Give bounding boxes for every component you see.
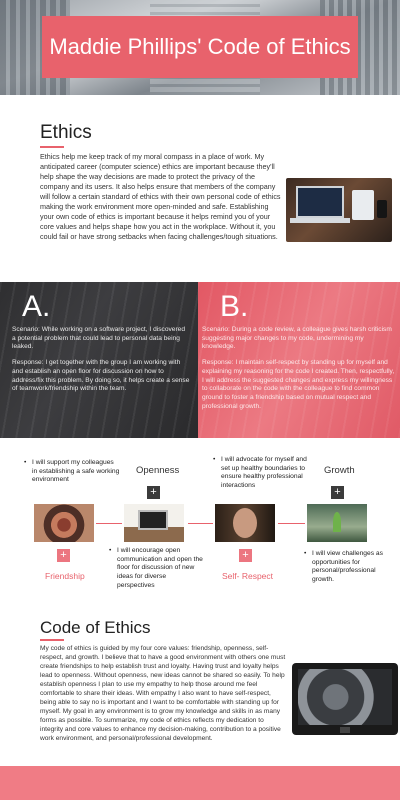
plus-icon[interactable]: + (239, 549, 252, 562)
heading-underline (40, 146, 64, 148)
scenario-a-text (12, 326, 190, 394)
ethics-heading: Ethics (40, 122, 92, 143)
laptop-icon (296, 186, 344, 218)
header-banner (0, 0, 400, 95)
openness-bullet: • I will encourage open communication and open the floor for discussion of new ideas for diverse perspectives (117, 547, 205, 591)
friendship-photo (34, 504, 94, 542)
heading-underline (40, 639, 64, 641)
scenario-b-text (202, 326, 396, 411)
growth-bullet: • I will view challenges as opportunities for personal/professional growth. (312, 550, 392, 585)
self-respect-photo (215, 504, 275, 542)
connector-line (96, 523, 122, 524)
footer-bar (0, 766, 400, 800)
openness-photo (124, 504, 184, 542)
scenario-a-response: Response: I get together with the group I am working with and establish an open floor for discussion on how to address/fix this problem. By doing so, it helps create a sense of teamwork/friendship within the team. (12, 359, 190, 393)
friendship-bullet: • I will support my colleagues in establishing a safe working environment (32, 459, 120, 485)
scenario-b-letter: B. (220, 290, 249, 323)
laptop-icon (138, 510, 168, 530)
growth-photo (307, 504, 367, 542)
code-paragraph: My code of ethics is guided by my four core values: friendship, openness, self-respect, and growth. I believe that to have a good environment with others one must create friendships to help establish trust and loyalty. Having trust and loyalty helps lead to openness. Without openness, new ideas cannot be shared so easily. To help establish openness I plan to use my empathy to help those around me feel comfortable to share their ideas. With empathy I also want to have self-respect, being able to say no is important and I want to be comfortable with standing up for myself. My goal in any environment is to grow my knowledge and skills in as many forms as possible. To summarize, my code of ethics reflects my dedication to integrity and core values to enhance my decision-making, contribution to a positive work environment, and personal/professional development. (40, 645, 286, 742)
plus-icon[interactable]: + (331, 486, 344, 499)
sprout-icon (333, 512, 341, 532)
connector-line (188, 523, 213, 524)
monitor-screen (298, 669, 392, 725)
scenario-a-panel (0, 282, 198, 438)
friendship-label: Friendship (45, 571, 85, 581)
scenario-a-letter: A. (22, 290, 51, 323)
devices-photo (286, 178, 392, 242)
self-respect-bullet: • I will advocate for myself and set up healthy boundaries to ensure healthy professional interactions (221, 456, 307, 491)
openness-heading: Openness (136, 465, 180, 476)
self-respect-label: Self- Respect (222, 571, 274, 581)
person-icon (233, 508, 257, 538)
monitor-photo (292, 663, 398, 735)
ethics-paragraph: Ethics help me keep track of my moral compass in a place of work. My anticipated career (computer science) ethics are important because they'll help shape the way decisions are made to protect the privacy of the company and its users. It also helps ensure that members of the company will follow a certain standard of ethics with their own personal code of ethics making the work environment more open-minded and safe. Establishing your own code of ethics is important because it helps remind you of your core values and helps shape how you act in the workplace. Without it, you could fail or have strong setbacks when facing challenges/tough situations. (40, 152, 281, 241)
title-box (42, 16, 358, 78)
scenario-b-panel (198, 282, 400, 438)
scenario-b-scenario: Scenario: During a code review, a colleague gives harsh criticism suggesting major changes to my code, undermining my knowledge. (202, 326, 392, 351)
laptop-base (290, 218, 350, 223)
monitor-stand (340, 727, 350, 733)
scenario-a-scenario: Scenario: While working on a software project, I discovered a potential problem that could lead to personal data being leaked. (12, 326, 185, 351)
code-heading: Code of Ethics (40, 618, 151, 637)
plus-icon[interactable]: + (147, 486, 160, 499)
plus-icon[interactable]: + (57, 549, 70, 562)
page-title: Maddie Phillips' Code of Ethics (49, 34, 351, 59)
phone-icon (377, 200, 387, 218)
connector-line (278, 523, 305, 524)
scenario-b-response: Response: I maintain self-respect by standing up for myself and explaining my reasoning for the code I created. Then, respectfully, I will address the suggested changes and express my willingness to collaborate on the code with the colleague to find common ground to foster a friendship based on mutual respect and professional growth. (202, 359, 395, 410)
growth-heading: Growth (324, 465, 355, 476)
tablet-icon (352, 190, 374, 220)
